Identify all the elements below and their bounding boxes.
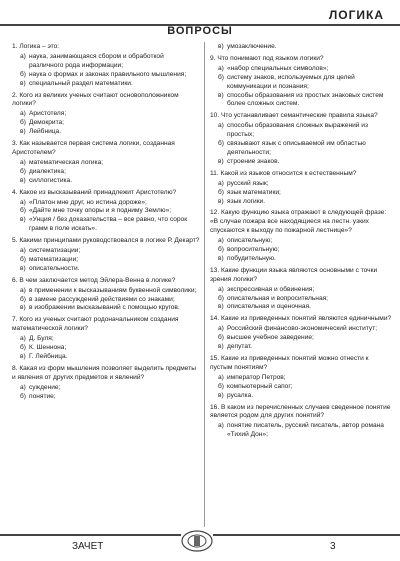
option-letter: в) — [218, 43, 224, 50]
option-letter: а) — [20, 247, 26, 255]
option-letter: а) — [20, 335, 26, 343]
option-letter: а) — [218, 422, 224, 430]
answer-option — [20, 119, 200, 128]
answer-option — [20, 344, 200, 353]
footer-label: ЗАЧЕТ — [72, 541, 104, 552]
option-letter: б) — [218, 73, 224, 81]
answer-option — [218, 43, 392, 52]
option-text: умозаключение. — [227, 43, 277, 50]
answer-option — [218, 383, 392, 392]
answer-option — [20, 71, 200, 80]
question-text: 9. Что понимают под языком логики? — [210, 54, 324, 62]
option-letter: в) — [218, 343, 224, 351]
section-title: ВОПРОСЫ — [167, 25, 233, 37]
option-text: описательная и вопросительная; — [227, 294, 329, 302]
question-item — [210, 404, 392, 441]
answer-option — [218, 422, 392, 440]
option-text: описательную; — [227, 237, 273, 245]
option-letter: б) — [20, 295, 26, 303]
question-item — [210, 267, 392, 313]
answer-option — [20, 177, 200, 186]
option-text: систему знаков, используемых для целей коммуникации и познания; — [227, 73, 355, 90]
option-text: русский язык; — [227, 179, 269, 187]
option-text: в изображении высказываний с помощью кругов. — [29, 304, 180, 312]
answer-option — [218, 286, 392, 295]
option-text: язык логики. — [227, 197, 266, 205]
question-item — [12, 277, 200, 314]
option-text: «набор специальных символов»; — [227, 64, 329, 72]
option-letter: в) — [20, 176, 26, 184]
option-text: способы образования из простых знаковых систем более сложных систем. — [227, 91, 384, 108]
option-letter: а) — [218, 373, 224, 381]
answer-option — [20, 53, 200, 71]
option-text: вопросительную; — [227, 246, 280, 254]
answer-option — [218, 255, 392, 264]
answer-option — [20, 353, 200, 362]
option-text: «Унция / без доказательства – все равно, что сорок грамм в поле искать». — [29, 216, 188, 233]
option-letter: б) — [20, 344, 26, 352]
option-text: специальный раздел математики. — [29, 79, 133, 87]
question-item — [12, 189, 200, 235]
option-letter: б) — [218, 188, 224, 196]
option-letter: в) — [218, 391, 224, 399]
header-title: ЛОГИКА — [328, 8, 384, 22]
option-letter: в) — [20, 304, 26, 312]
answer-option — [20, 256, 200, 265]
answer-option — [20, 304, 200, 313]
option-letter: б) — [218, 246, 224, 254]
answer-option — [218, 374, 392, 383]
option-text: в замене рассуждений действиями со знаками; — [29, 295, 175, 303]
question-item — [210, 170, 392, 207]
option-letter: в) — [20, 353, 26, 360]
answer-option — [218, 92, 392, 110]
question-text: 14. Какие из приведенных понятий являются единичными? — [210, 315, 392, 323]
option-letter: в) — [218, 157, 224, 165]
option-letter: а) — [20, 286, 26, 294]
option-text: математическая логика; — [29, 158, 104, 166]
option-letter: а) — [20, 198, 26, 206]
option-text: император Петров; — [227, 373, 286, 381]
option-text: Д. Буля; — [29, 335, 54, 343]
option-letter: б) — [218, 140, 224, 148]
option-letter: а) — [218, 179, 224, 187]
answer-option — [218, 237, 392, 246]
answer-option — [218, 122, 392, 140]
option-letter: а) — [218, 325, 224, 333]
option-letter: б) — [20, 70, 26, 78]
question-text: 3. Как называется первая система логики, созданная Аристотелем? — [12, 140, 175, 156]
answer-option — [218, 334, 392, 343]
option-text: «Дайте мне точку опоры и я подниму Землю»; — [29, 207, 172, 215]
option-text: диалектика; — [29, 167, 66, 175]
answer-option — [20, 384, 200, 393]
option-letter: а) — [218, 237, 224, 245]
answer-option — [218, 343, 392, 352]
option-text: Аристотеля; — [29, 110, 67, 118]
option-letter: б) — [20, 255, 26, 263]
answer-option — [20, 287, 200, 296]
question-item — [12, 140, 200, 186]
right-column — [210, 43, 392, 443]
option-text: систематизации; — [29, 247, 81, 255]
answer-option — [218, 246, 392, 255]
answer-option — [218, 140, 392, 158]
header-bar — [0, 6, 400, 26]
answer-option — [218, 74, 392, 92]
option-text: Г. Лейбница. — [29, 353, 68, 360]
answer-option — [218, 180, 392, 189]
answer-option — [218, 198, 392, 207]
question-item — [210, 315, 392, 352]
answer-option — [218, 65, 392, 74]
answer-option — [20, 128, 200, 137]
question-text: 4. Какое из высказываний принадлежит Аристотелю? — [12, 188, 177, 196]
question-item — [210, 209, 392, 263]
option-text: экспрессивная и обвинения; — [227, 285, 315, 293]
question-item — [12, 316, 200, 362]
option-text: связывают язык с описываемой им областью деятельности; — [227, 140, 366, 156]
option-text: депутат. — [227, 343, 252, 351]
option-text: Демокрита; — [29, 119, 65, 127]
answer-option — [20, 393, 200, 402]
question-text: 13. Какие функции языка являются основными с точки зрения логики? — [210, 266, 378, 283]
question-text: 2. Кого из великих ученых считают основоположником логики? — [12, 91, 179, 108]
question-text: 11. Какой из языков относится к естественным? — [210, 169, 357, 177]
option-text: наука о формах и законах правильного мышления; — [29, 70, 187, 78]
question-text: 16. В каком из перечисленных случаев сведенное понятие является родом для других понятий? — [210, 403, 391, 420]
column-divider — [204, 42, 205, 527]
left-column — [12, 43, 200, 405]
option-letter: б) — [20, 392, 26, 400]
option-letter: в) — [218, 91, 224, 99]
option-text: описательная и оценочная. — [227, 303, 311, 311]
option-letter: б) — [218, 334, 224, 342]
question-text: 10. Что устанавливает семантические правила языка? — [210, 112, 378, 120]
question-item — [210, 43, 392, 52]
option-text: язык математики; — [227, 188, 281, 196]
question-text: 7. Кого из ученых считают родоначальником создания математической логики? — [12, 316, 179, 333]
option-text: математизации; — [29, 255, 79, 263]
question-item — [12, 92, 200, 138]
option-text: силлогистика. — [29, 176, 73, 184]
question-item — [12, 365, 200, 402]
option-letter: в) — [20, 128, 26, 136]
option-text: строение знаков. — [227, 157, 280, 165]
answer-option — [218, 189, 392, 198]
answer-option — [20, 335, 200, 344]
option-letter: а) — [218, 64, 224, 72]
answer-option — [218, 303, 392, 312]
answer-option — [20, 159, 200, 168]
option-text: Лейбница. — [29, 128, 62, 136]
option-letter: в) — [218, 303, 224, 311]
answer-option — [218, 325, 392, 334]
option-letter: б) — [20, 119, 26, 127]
question-text: 8. Какая из форм мышления позволяет выделить предметы и явления от других предметов и явлений? — [12, 364, 196, 381]
answer-option — [20, 265, 200, 274]
answer-option — [20, 168, 200, 177]
answer-option — [20, 207, 200, 216]
option-letter: в) — [218, 197, 224, 205]
question-text: 6. В чем заключается метод Эйлера-Венна в логике? — [12, 276, 176, 284]
option-text: способы образования сложных выражений из простых; — [227, 122, 368, 139]
answer-option — [218, 295, 392, 304]
option-letter: б) — [218, 294, 224, 302]
question-text: 15. Какие из приведенных понятий можно отнести к пустым понятиям? — [210, 355, 369, 371]
option-letter: а) — [218, 285, 224, 293]
answer-option — [218, 392, 392, 401]
publisher-logo-icon — [181, 530, 213, 552]
question-item — [210, 55, 392, 109]
question-item — [12, 43, 200, 89]
page-number: 3 — [330, 541, 336, 552]
answer-option — [20, 110, 200, 119]
answer-option — [20, 216, 200, 234]
option-text: в применении к высказываниям буквенной символики; — [29, 286, 197, 294]
option-letter: б) — [20, 167, 26, 175]
option-text: К. Шеннона; — [29, 344, 67, 352]
option-text: компьютерный сапог; — [227, 382, 293, 390]
option-text: Российский финансово-экономический институт; — [227, 325, 378, 333]
option-letter: в) — [218, 254, 224, 262]
answer-option — [20, 247, 200, 256]
option-letter: а) — [218, 122, 224, 130]
option-text: понятие; — [29, 392, 56, 400]
question-item — [210, 355, 392, 401]
option-text: русалка. — [227, 391, 254, 399]
option-letter: а) — [20, 158, 26, 166]
question-text: 5. Какими принципами руководствовался в логике Р. Декарт? — [12, 237, 200, 245]
option-text: высшее учебное заведение; — [227, 334, 314, 342]
answer-option — [218, 158, 392, 167]
option-letter: а) — [20, 383, 26, 391]
option-letter: б) — [218, 382, 224, 390]
option-letter: в) — [20, 79, 26, 87]
question-item — [12, 237, 200, 274]
option-text: описательности. — [29, 264, 80, 272]
option-letter: б) — [20, 207, 26, 215]
question-item — [210, 112, 392, 166]
option-text: побудительную. — [227, 254, 276, 262]
option-text: понятие писатель, русский писатель, автор романа «Тихий Дон»; — [227, 422, 384, 439]
option-letter: а) — [20, 110, 26, 118]
option-text: «Платон мне друг, но истина дороже»; — [29, 198, 147, 206]
option-letter: в) — [20, 264, 26, 272]
option-text: наука, занимающаяся сбором и обработкой различного рода информации; — [29, 52, 164, 69]
option-letter: в) — [20, 216, 26, 224]
option-letter: а) — [20, 52, 26, 60]
question-text: 1. Логика – это: — [12, 43, 60, 50]
option-text: суждение; — [29, 383, 61, 391]
answer-option — [20, 80, 200, 89]
question-text: 12. Какую функцию языка отражают в следующей фразе: «В случае пожара все находящиеся на лестн. узких спускаются к выходу по пожарной лестнице»? — [210, 209, 387, 235]
